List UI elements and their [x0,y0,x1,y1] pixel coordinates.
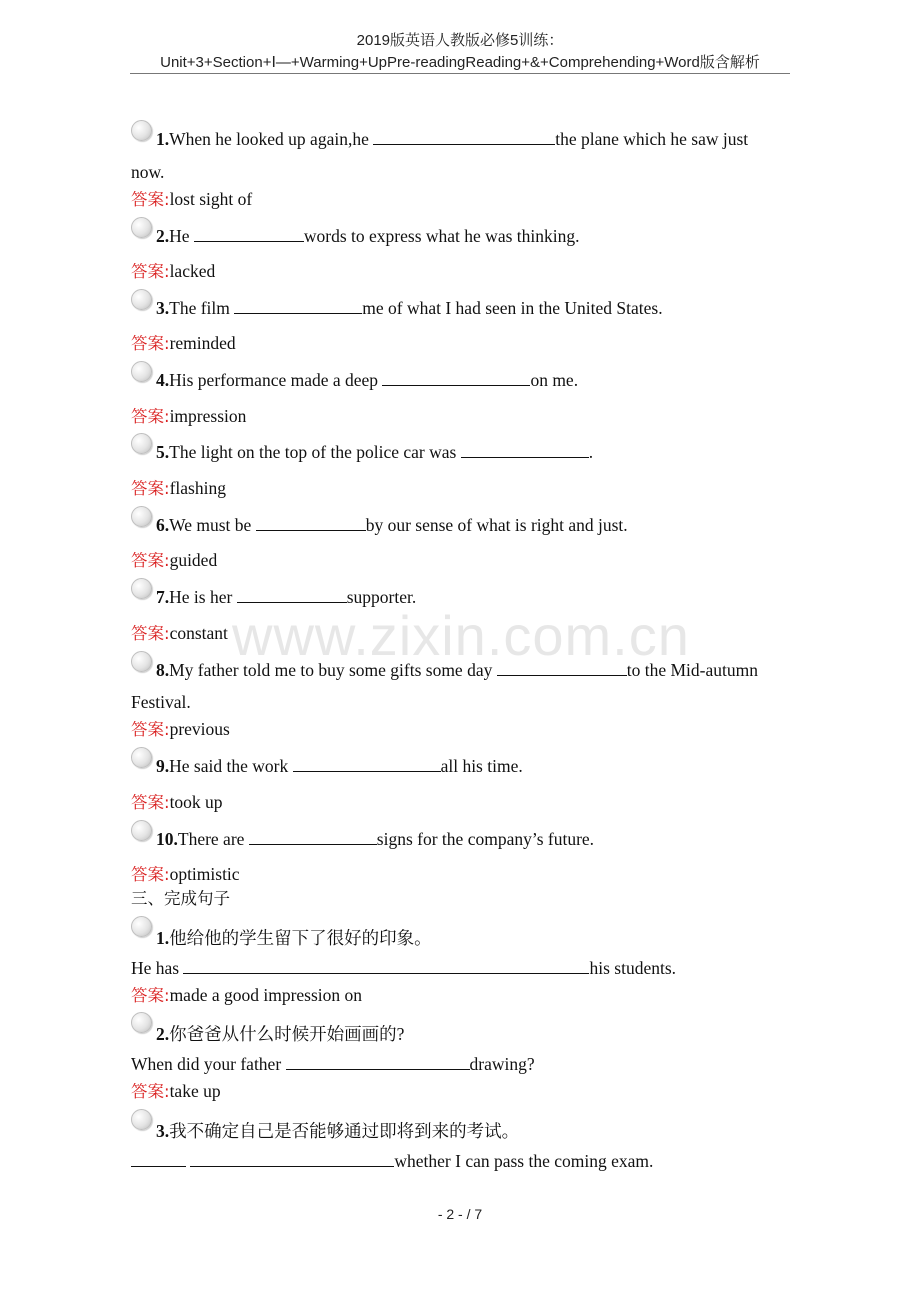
answer-label: 答案: [131,190,170,209]
answer-text: lacked [169,261,216,281]
watermark: www.zixin.com.cn [232,604,690,667]
question-number: 7. [156,587,170,607]
question-text: by our sense of what is right and just. [365,515,628,535]
question-text: the plane which he saw just [555,129,749,149]
question-number: 5. [156,442,170,462]
question-text: to the Mid-autumn [626,660,758,680]
question-4 [131,370,578,391]
question-text: He [169,226,194,246]
question-text: When did your father [131,1054,286,1074]
answer-label: 答案: [131,865,170,884]
question-marker-icon [131,361,152,382]
answer-blank [461,443,589,458]
answer-text: previous [169,719,230,739]
question-text: His performance made a deep [169,370,383,390]
answer-blank [183,959,589,974]
question-text: drawing? [469,1054,535,1074]
answer-text: take up [169,1081,221,1101]
section-title: 三、完成句子 [131,889,230,908]
answer-blank [190,1152,394,1167]
question-text: words to express what he was thinking. [303,226,580,246]
question-number: 2. [156,226,170,246]
chinese-prompt: 我不确定自己是否能够通过即将到来的考试。 [169,1121,520,1141]
question-number: 9. [156,756,170,776]
question-marker-icon [131,433,152,454]
answer-text: guided [169,550,218,570]
question-marker-icon [131,1109,152,1130]
question-1 [131,129,748,150]
page-number: - 2 - / 7 [437,1206,483,1222]
question-text: me of what I had seen in the United States. [362,298,663,318]
question-number: 4. [156,370,170,390]
answer-blank [194,227,304,242]
question-marker-icon [131,916,152,937]
question-marker-icon [131,506,152,527]
question-text: He is her [169,587,237,607]
answer-label: 答案: [131,479,170,498]
question-text: He has [131,958,184,978]
answer-row [131,1078,221,1102]
question-9 [131,756,523,777]
answer-row [131,186,252,210]
sentence-line [131,958,676,979]
question-text: He said the work [169,756,293,776]
question-number: 2. [156,1024,170,1044]
question-marker-icon [131,651,152,672]
answer-row [131,330,236,354]
answer-blank [237,588,347,603]
answer-label: 答案: [131,262,170,281]
question-marker-icon [131,820,152,841]
question-text: My father told me to buy some gifts some day [169,660,497,680]
answer-label: 答案: [131,407,170,426]
answer-row [131,716,230,740]
sentence-item-3 [131,1118,519,1143]
question-marker-icon [131,747,152,768]
sentence-line [131,1054,535,1075]
question-text: The light on the top of the police car was [169,442,461,462]
question-3 [131,298,663,319]
answer-text: made a good impression on [169,985,363,1005]
answer-blank [286,1055,470,1070]
question-text: supporter. [346,587,417,607]
answer-text: lost sight of [169,189,253,209]
question-number: 1. [156,928,170,948]
answer-blank [234,299,362,314]
question-text: whether I can pass the coming exam. [394,1151,654,1171]
answer-label: 答案: [131,551,170,570]
header-title: 2019版英语人教版必修5训练： [356,32,564,49]
question-text: all his time. [440,756,523,776]
question-number: 10. [156,829,178,849]
question-10 [131,829,594,850]
answer-text: impression [169,406,247,426]
answer-text: took up [169,792,223,812]
answer-label: 答案: [131,793,170,812]
answer-blank [131,1152,186,1167]
answer-row [131,620,228,644]
question-marker-icon [131,289,152,310]
answer-label: 答案: [131,334,170,353]
question-6 [131,515,628,536]
question-7 [131,587,416,608]
answer-row [131,475,226,499]
answer-row [131,258,215,282]
question-number: 6. [156,515,170,535]
question-continuation: Festival. [131,692,191,712]
question-marker-icon [131,120,152,141]
question-2 [131,226,580,247]
sentence-line [131,1151,653,1172]
answer-blank [497,661,627,676]
answer-blank [382,371,530,386]
question-text: When he looked up again,he [169,129,374,149]
question-text: his students. [589,958,677,978]
answer-text: flashing [169,478,226,498]
answer-row [131,861,240,885]
question-marker-icon [131,217,152,238]
header-rule [130,73,790,74]
answer-label: 答案: [131,1082,170,1101]
answer-label: 答案: [131,986,170,1005]
answer-label: 答案: [131,624,170,643]
answer-blank [373,130,555,145]
question-marker-icon [131,578,152,599]
chinese-prompt: 你爸爸从什么时候开始画画的? [169,1024,405,1044]
question-number: 8. [156,660,170,680]
question-marker-icon [131,1012,152,1033]
header-subtitle: Unit+3+Section+Ⅰ—+Warming+UpPre-readingReading+&+Comprehending+Word版含解析 [160,54,760,71]
page-header [130,30,790,74]
question-text: There are [177,829,249,849]
answer-text: optimistic [169,864,240,884]
question-number: 3. [156,298,170,318]
question-text: on me. [530,370,579,390]
question-5 [131,442,593,463]
answer-blank [256,516,366,531]
answer-text: constant [169,623,228,643]
question-number: 3. [156,1121,170,1141]
answer-text: reminded [169,333,236,353]
sentence-item-2 [131,1021,404,1046]
question-continuation: now. [131,162,165,182]
sentence-item-1 [131,925,432,950]
chinese-prompt: 他给他的学生留下了很好的印象。 [169,928,432,948]
question-text: . [588,442,594,462]
answer-blank [293,757,441,772]
answer-blank [249,830,377,845]
answer-row [131,403,246,427]
question-8 [131,660,758,681]
answer-row [131,982,362,1006]
answer-label: 答案: [131,720,170,739]
answer-row [131,789,223,813]
question-number: 1. [156,129,170,149]
question-text: signs for the company’s future. [376,829,595,849]
answer-row [131,547,217,571]
question-text: The film [169,298,235,318]
question-text: We must be [169,515,256,535]
